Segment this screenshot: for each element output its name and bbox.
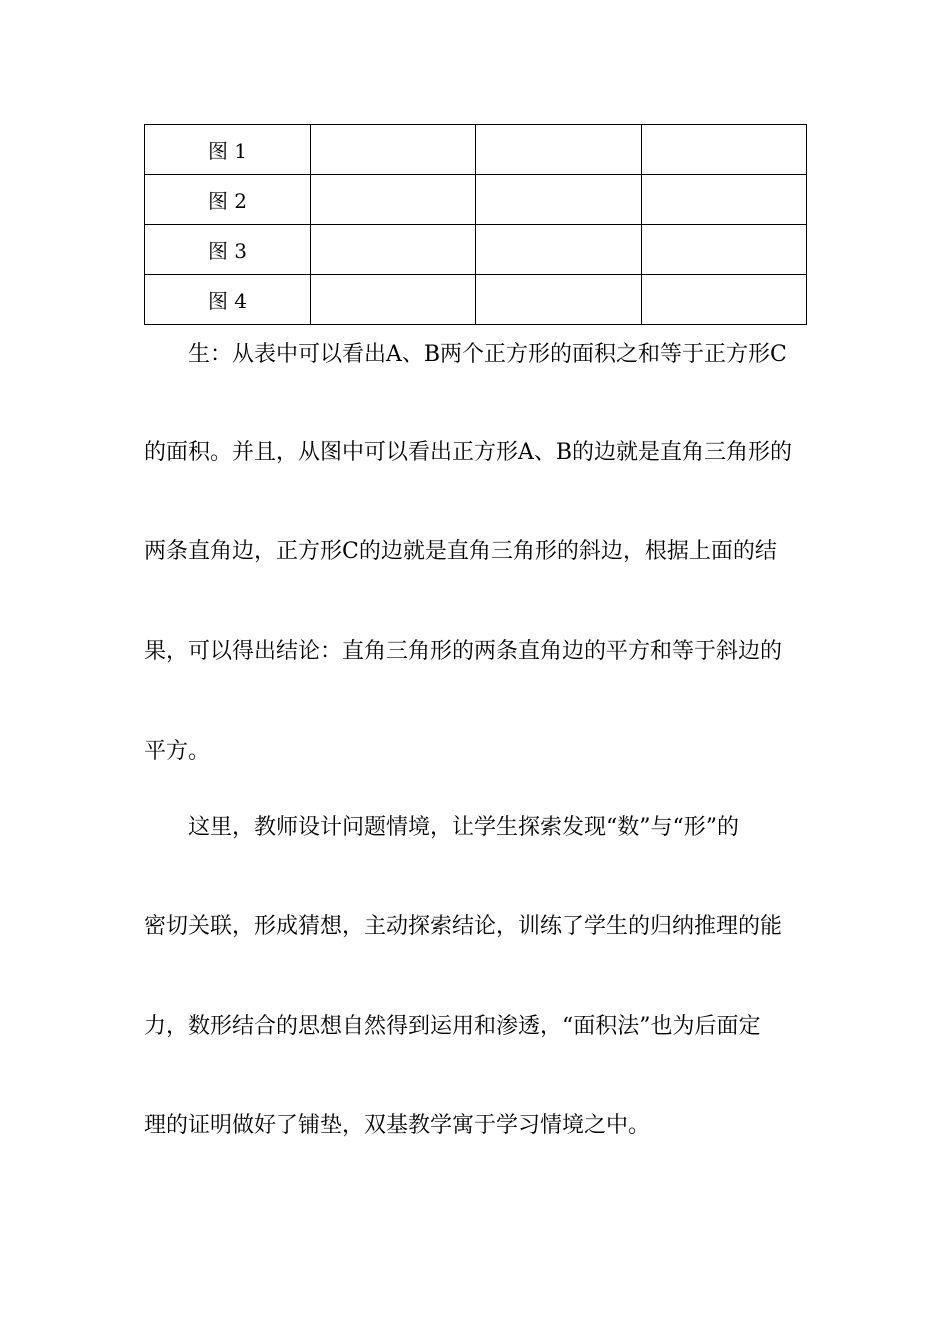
table-cell (641, 225, 806, 275)
table-cell (311, 275, 476, 325)
row-label: 图 1 (145, 125, 311, 175)
text-line: 果，可以得出结论：直角三角形的两条直角边的平方和等于斜边的 (144, 639, 783, 664)
table-cell (641, 175, 806, 225)
table-cell (641, 275, 806, 325)
row-label: 图 2 (145, 175, 311, 225)
text-line: 两条直角边，正方形C的边就是直角三角形的斜边，根据上面的结 (144, 539, 777, 564)
table-row (145, 225, 807, 275)
figure-table (144, 124, 807, 325)
table-cell (476, 275, 641, 325)
text-line: 平方。 (144, 739, 211, 764)
table-row (145, 175, 807, 225)
table-cell (311, 125, 476, 175)
table-cell (476, 175, 641, 225)
table-cell (641, 125, 806, 175)
text-line: 理的证明做好了铺垫，双基教学寓于学习情境之中。 (144, 1113, 651, 1138)
text-line: 力，数形结合的思想自然得到运用和渗透，“面积法”也为后面定 (144, 1014, 761, 1039)
table-cell (311, 225, 476, 275)
text-line: 这里，教师设计问题情境，让学生探索发现“数”与“形”的 (188, 815, 739, 840)
text-line: 的面积。并且，从图中可以看出正方形A、B的边就是直角三角形的 (144, 440, 793, 465)
table-cell (311, 175, 476, 225)
table-cell (476, 125, 641, 175)
table-row (145, 275, 807, 325)
text-line: 生：从表中可以看出A、B两个正方形的面积之和等于正方形C (188, 342, 787, 367)
text-line: 密切关联，形成猜想，主动探索结论，训练了学生的归纳推理的能 (144, 914, 783, 939)
table-cell (476, 225, 641, 275)
row-label: 图 3 (145, 225, 311, 275)
row-label: 图 4 (145, 275, 311, 325)
table-row (145, 125, 807, 175)
